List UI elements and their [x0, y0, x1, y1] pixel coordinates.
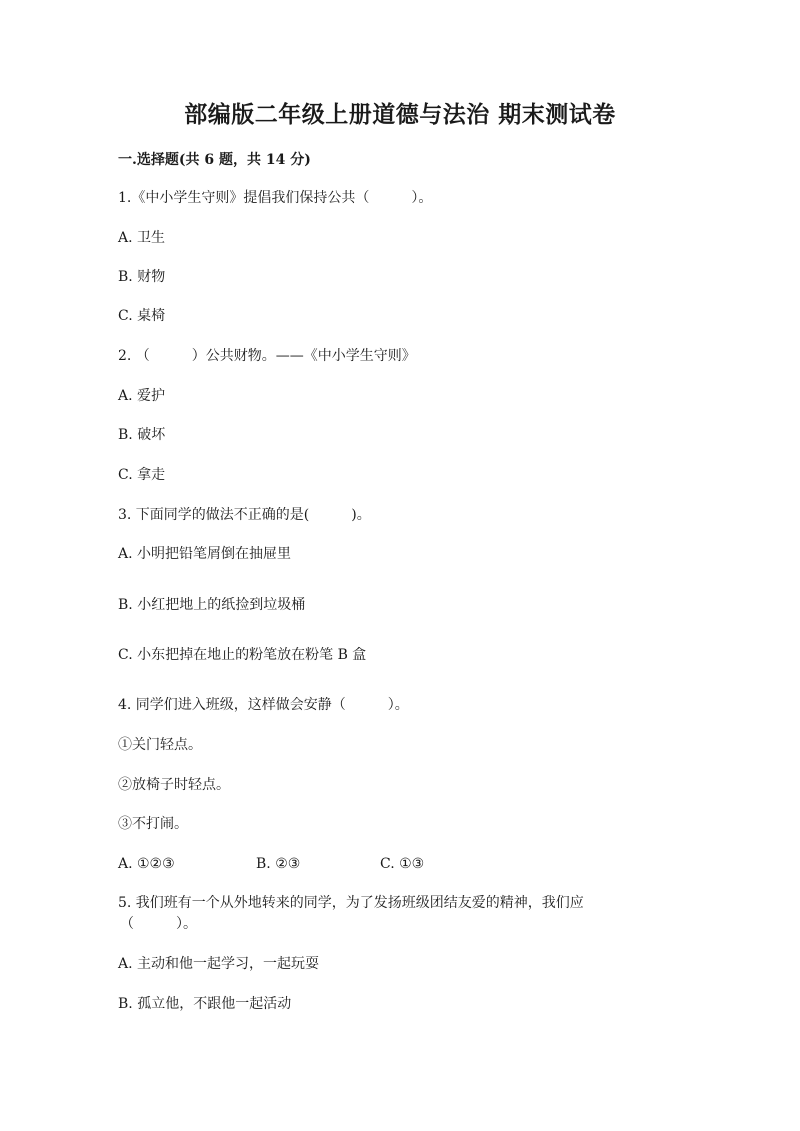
question-2-stem: 2. （ ）公共财物。——《中小学生守则》 — [118, 348, 416, 364]
section-heading: 一.选择题(共 6 题，共 14 分) — [118, 152, 311, 168]
question-4-item-1: ①关门轻点。 — [118, 737, 202, 753]
question-3-option-b: B. 小红把地上的纸捡到垃圾桶 — [118, 597, 306, 613]
question-2-option-c: C. 拿走 — [118, 467, 166, 483]
page-title: 部编版二年级上册道德与法治 期末测试卷 — [184, 101, 616, 128]
question-1-option-a: A. 卫生 — [118, 230, 166, 246]
question-1-option-c: C. 桌椅 — [118, 308, 166, 324]
question-4-option-b: B. ②③ — [256, 856, 301, 872]
question-3-stem: 3. 下面同学的做法不正确的是( )。 — [118, 507, 371, 523]
question-3-option-c: C. 小东把掉在地止的粉笔放在粉笔 B 盒 — [118, 647, 367, 663]
question-4-item-2: ②放椅子时轻点。 — [118, 777, 230, 793]
question-4-stem: 4. 同学们进入班级，这样做会安静（ ）。 — [118, 697, 409, 713]
question-5-stem-line-2: （ ）。 — [120, 916, 197, 932]
question-4-option-c: C. ①③ — [380, 856, 425, 872]
question-3-option-a: A. 小明把铅笔屑倒在抽屉里 — [118, 546, 292, 562]
question-1-option-b: B. 财物 — [118, 269, 166, 285]
question-2-option-b: B. 破坏 — [118, 427, 166, 443]
question-4-option-a: A. ①②③ — [118, 856, 175, 872]
question-4-item-3: ③不打闹。 — [118, 816, 188, 832]
question-5-option-a: A. 主动和他一起学习，一起玩耍 — [118, 956, 320, 972]
question-5-option-b: B. 孤立他，不跟他一起活动 — [118, 996, 292, 1012]
question-2-option-a: A. 爱护 — [118, 388, 166, 404]
question-5-stem-line-1: 5. 我们班有一个从外地转来的同学，为了发扬班级团结友爱的精神，我们应 — [118, 895, 584, 911]
question-1-stem: 1.《中小学生守则》提倡我们保持公共（ ）。 — [118, 190, 433, 206]
